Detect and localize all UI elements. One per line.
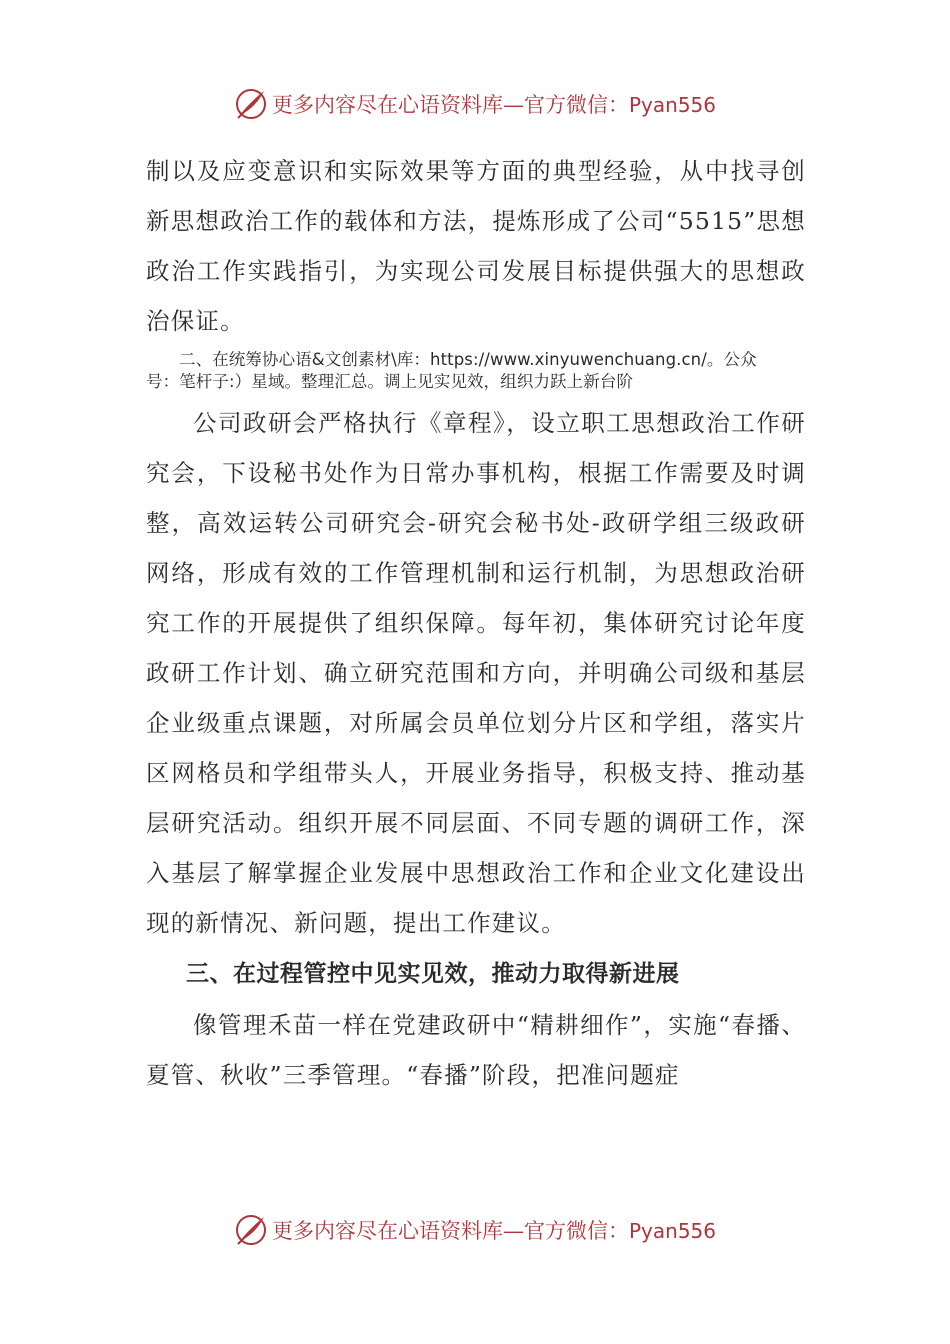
section-2-line-1: 二、在统筹协心语&文创素材\库：https://www.xinyuwenchuang.cn/。公众 [179,350,757,369]
footer-banner [0,1210,950,1250]
quill-logo-icon [234,1213,268,1247]
banner-brand: 更多内容尽在心语资料库 [271,93,503,117]
banner-dash: — [502,1219,524,1243]
paragraph-3: 像管理禾苗一样在党建政研中“精耕细作”，实施“春播、夏管、秋收”三季管理。“春播”阶段，把准问题症 [146,1011,806,1089]
banner-brand: 更多内容尽在心语资料库 [271,1219,503,1243]
banner-wechat-label: 官方微信： [523,1219,629,1243]
banner-wechat-id: Pyan556 [628,1219,716,1243]
document-body [146,146,806,1100]
header-banner [0,84,950,124]
section-2-heading [146,349,806,393]
banner-dash: — [502,93,524,117]
banner-wechat-id: Pyan556 [628,93,716,117]
paragraph-1: 制以及应变意识和实际效果等方面的典型经验，从中找寻创新思想政治工作的载体和方法，提炼形成了公司“5515”思想政治工作实践指引，为实现公司发展目标提供强大的思想政治保证。 [146,157,806,335]
section-3-heading: 三、在过程管控中见实见效，推动力取得新进展 [186,961,680,987]
section-2-line-2: 号：笔杆子:）星域。整理汇总。调上见实见效，组织力跃上新台阶 [146,372,634,391]
quill-logo-icon [234,87,268,121]
paragraph-2: 公司政研会严格执行《章程》，设立职工思想政治工作研究会，下设秘书处作为日常办事机构，根据工作需要及时调整，高效运转公司研究会-研究会秘书处-政研学组三级政研网络，形成有效的工作管理机制和运行机制，为思想政治研究工作的开展提供了组织保障。每年初，集体研究讨论年度政研工作计划、确立研究范围和方向，并明确公司级和基层企业级重点课题，对所属会员单位划分片区和学组，落实片区网格员和学组带头人，开展业务指导，积极支持、推动基层研究活动。组织开展不同层面、不同专题的调研工作，深入基层了解掌握企业发展中思想政治工作和企业文化建设出现的新情况、新问题，提出工作建议。 [146,409,806,937]
banner-wechat-label: 官方微信： [523,93,629,117]
